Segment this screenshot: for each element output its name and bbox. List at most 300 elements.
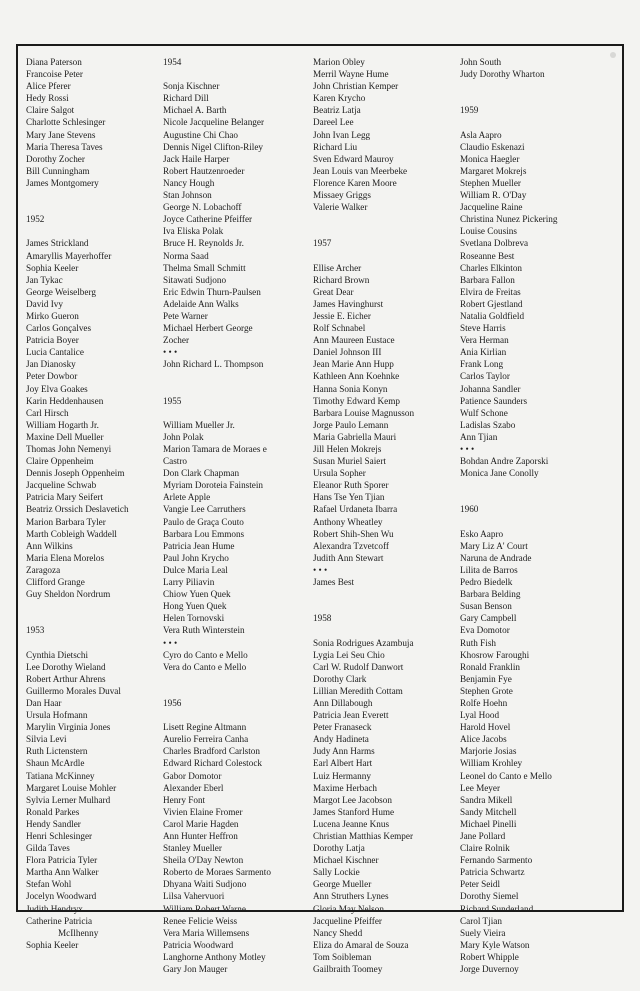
name-entry: John Richard L. Thompson	[163, 359, 264, 370]
name-entry: Marion Tamara de Moraes e	[163, 444, 267, 454]
name-entry: Roberto de Moraes Sarmento	[163, 867, 271, 878]
name-entry: Judy Dorothy Wharton	[460, 69, 545, 80]
name-entry: Christian Matthias Kemper	[313, 831, 414, 841]
name-entry: Patricia Schwartz	[460, 867, 525, 878]
name-entry: George N. Lobachoff	[163, 202, 242, 213]
spacer	[163, 407, 271, 419]
name-entry: Stan Johnson	[163, 190, 212, 201]
name-entry: Vera Maria Willemsens	[163, 927, 250, 938]
name-entry: Gary Campbell	[460, 613, 517, 624]
name-entry: Aurelio Ferreira Canha	[163, 734, 249, 745]
name-entry: Margaret Mokrejs	[460, 165, 527, 176]
name-entry: Gary Jon Mauger	[163, 964, 228, 975]
spacer	[460, 92, 557, 104]
name-entry: Asla Aapro	[460, 129, 502, 140]
name-entry: Norma Saad	[163, 250, 209, 261]
name-entry: John Christian Kemper	[313, 81, 399, 92]
name-entry: Alice Jacobs	[460, 734, 507, 745]
name-entry: Tom Soibleman	[313, 951, 372, 962]
name-entry: • • •	[163, 637, 178, 648]
year-heading: 1957	[313, 238, 332, 249]
name-entry: Jocelyn Woodward	[26, 891, 97, 902]
name-entry: Merril Wayne Hume	[313, 69, 389, 80]
spacer	[460, 516, 557, 528]
name-entry: Daniel Johnson III	[313, 347, 382, 358]
name-entry: Sophia Keeler	[26, 939, 79, 950]
name-entry: Carl W. Rudolf Danwort	[313, 661, 404, 672]
year-heading: 1954	[163, 57, 182, 67]
name-entry: Sally Lockie	[313, 867, 360, 878]
name-entry: Louise Cousins	[460, 226, 517, 237]
name-entry: Maxine Dell Mueller	[26, 431, 104, 442]
name-entry: McIlhenny	[58, 927, 99, 938]
name-entry: Margaret Louise Mohler	[26, 782, 117, 793]
name-entry: Patience Saunders	[460, 395, 528, 406]
name-entry: Marylin Virginia Jones	[26, 722, 111, 733]
name-entry: Judith Hendryx	[26, 903, 83, 914]
name-entry: Catherine Patricia	[26, 915, 93, 926]
name-entry: Stefan Wohl	[26, 879, 72, 890]
name-entry: Svetlana Dolbreva	[460, 238, 529, 249]
column-4	[460, 56, 557, 975]
dot-mark	[610, 52, 616, 58]
year-heading: 1958	[313, 613, 332, 624]
name-entry: Robert Whipple	[460, 951, 519, 962]
name-entry: Joyce Catherine Pfeiffer	[163, 214, 253, 225]
name-entry: Esko Aapro	[460, 528, 504, 539]
name-entry: Carlos Gonçalves	[26, 323, 92, 334]
name-entry: Jack Haile Harper	[163, 153, 230, 164]
name-entry: Maxime Herbach	[313, 782, 378, 793]
name-entry: • • •	[460, 444, 475, 454]
name-entry: Thelma Small Schmitt	[163, 262, 246, 273]
name-entry: William Mueller Jr.	[163, 419, 235, 430]
name-entry: Fernando Sarmento	[460, 855, 533, 866]
name-entry: Marth Cobleigh Waddell	[26, 528, 117, 539]
name-entry: Michael Pinelli	[460, 818, 517, 829]
name-entry: Ania Kirlian	[460, 347, 507, 358]
name-entry: Marjorie Josias	[460, 746, 517, 757]
name-entry: Margot Lee Jacobson	[313, 794, 392, 805]
name-entry: Charles Elkinton	[460, 262, 523, 273]
spacer	[26, 201, 129, 213]
name-entry: Ursula Sopher	[313, 468, 366, 479]
name-entry: Robert Arthur Ahrens	[26, 673, 106, 684]
name-entry: Jorge Duvernoy	[460, 964, 519, 975]
name-entry: Ruth Fish	[460, 637, 496, 648]
name-entry: Bill Cunningham	[26, 165, 90, 176]
spacer	[26, 189, 129, 201]
name-entry: Ruth Lictenstern	[26, 746, 88, 757]
name-entry: Monica Jane Conolly	[460, 468, 539, 479]
name-entry: • • •	[313, 564, 328, 575]
name-entry: Lucena Jeanne Knus	[313, 818, 390, 829]
name-entry: Benjamin Fye	[460, 673, 512, 684]
name-entry: Sophia Keeler	[26, 262, 79, 273]
name-entry: Anthony Wheatley	[313, 516, 383, 527]
name-entry: Iva Eliska Polak	[163, 226, 224, 237]
year-heading: 1953	[26, 625, 45, 636]
name-entry: Sitawati Sudjono	[163, 274, 227, 285]
name-entry: Robert Hautzenroeder	[163, 165, 245, 176]
spacer	[460, 116, 557, 128]
name-entry: George Weiselberg	[26, 286, 96, 297]
name-entry: Susan Muriel Saiert	[313, 456, 386, 467]
name-entry: Lillian Meredith Cottam	[313, 685, 403, 696]
spacer	[163, 673, 271, 685]
name-entry: William Hogarth Jr.	[26, 419, 99, 430]
name-entry: Don Clark Chapman	[163, 468, 240, 479]
name-entry: Barbara Fallon	[460, 274, 515, 285]
name-entry: Hedy Rossi	[26, 93, 69, 104]
name-entry: Guy Sheldon Nordrum	[26, 589, 111, 600]
name-entry: Nancy Shedd	[313, 927, 363, 938]
name-entry: Myriam Doroteia Fainstein	[163, 480, 264, 491]
name-entry: Naruna de Andrade	[460, 552, 532, 563]
name-entry: James Havinghurst	[313, 298, 384, 309]
spacer	[26, 637, 129, 649]
name-entry: Suely Vieira	[460, 927, 506, 938]
name-entry: John Ivan Legg	[313, 129, 371, 140]
name-entry: Ann Maureen Eustace	[313, 335, 395, 346]
name-entry: John South	[460, 57, 502, 67]
name-entry: Francoise Peter	[26, 69, 83, 80]
name-entry: Shaun McArdle	[26, 758, 85, 769]
name-entry: Peter Franaseck	[313, 722, 372, 733]
year-heading: 1956	[163, 697, 182, 708]
name-entry: Bohdan Andre Zaporski	[460, 456, 549, 467]
column-3	[313, 56, 414, 975]
name-entry: Zaragoza	[26, 564, 61, 575]
name-entry: Nicole Jacqueline Belanger	[163, 117, 265, 128]
name-entry: Henri Schlesinger	[26, 831, 93, 841]
name-entry: Chiow Yuen Quek	[163, 589, 231, 600]
name-entry: Claire Rolnik	[460, 843, 510, 854]
name-entry: Claire Salgot	[26, 105, 75, 116]
name-entry: John Polak	[163, 431, 204, 442]
column-1	[26, 56, 129, 951]
name-entry: William Robert Warne	[163, 903, 246, 914]
name-entry: Ann Tjian	[460, 431, 498, 442]
year-heading: 1952	[26, 214, 45, 225]
name-entry: Mary Kyle Watson	[460, 939, 530, 950]
name-entry: Peter Dowbor	[26, 371, 78, 382]
name-entry: Paulo de Graça Couto	[163, 516, 244, 527]
name-entry: Mary Jane Stevens	[26, 129, 96, 140]
name-entry: Gloria May Nelson	[313, 903, 384, 914]
name-entry: Sonja Kischner	[163, 81, 220, 92]
name-entry: Eliza do Amaral de Souza	[313, 939, 409, 950]
name-entry: Dennis Joseph Oppenheim	[26, 468, 125, 479]
name-entry: Gailbraith Toomey	[313, 964, 383, 975]
name-entry: Vera Herman	[460, 335, 509, 346]
spacer	[460, 80, 557, 92]
name-entry: Jean Louis van Meerbeke	[313, 165, 408, 176]
name-entry: Beatriz Orssich Deslavetich	[26, 504, 129, 515]
name-entry: Sandy Mitchell	[460, 806, 517, 817]
name-entry: Dhyana Waiti Sudjono	[163, 879, 247, 890]
spacer	[460, 479, 557, 491]
name-entry: Ann Wilkins	[26, 540, 73, 551]
name-entry: Dan Haar	[26, 697, 62, 708]
name-entry: Frank Long	[460, 359, 504, 370]
spacer	[460, 491, 557, 503]
name-entry: Dorothy Siemel	[460, 891, 519, 902]
name-entry: Arlete Apple	[163, 492, 211, 503]
name-entry: Florence Karen Moore	[313, 177, 397, 188]
name-entry: Lilsa Vahervuori	[163, 891, 225, 902]
name-entry: Marion Obley	[313, 57, 365, 67]
name-entry: Jane Pollard	[460, 831, 506, 841]
name-entry: Ann Dillabough	[313, 697, 373, 708]
name-entry: Stephen Mueller	[460, 177, 521, 188]
name-entry: Richard Sunderland	[460, 903, 534, 914]
year-heading: 1960	[460, 504, 479, 515]
name-entry: Patricia Jean Hume	[163, 540, 235, 551]
name-entry: Richard Liu	[313, 141, 358, 152]
name-entry: Carlos Taylor	[460, 371, 510, 382]
name-entry: Timothy Edward Kemp	[313, 395, 400, 406]
name-entry: James Best	[313, 577, 355, 588]
name-entry: Pete Warner	[163, 310, 208, 321]
name-entry: Maria Gabriella Mauri	[313, 431, 397, 442]
name-entry: Rafael Urdaneta Ibarra	[313, 504, 398, 515]
name-entry: Dareel Lee	[313, 117, 354, 128]
name-entry: Jorge Paulo Lemann	[313, 419, 389, 430]
name-entry: Sylvia Lerner Mulhard	[26, 794, 111, 805]
name-entry: Kathleen Ann Koehnke	[313, 371, 400, 382]
name-entry: James Strickland	[26, 238, 89, 249]
name-entry: Susan Benson	[460, 601, 512, 612]
spacer	[163, 68, 271, 80]
name-entry: Lilita de Barros	[460, 564, 518, 575]
name-entry: Johanna Sandler	[460, 383, 521, 394]
name-entry: Lee Dorothy Wieland	[26, 661, 106, 672]
name-entry: Gabor Domotor	[163, 770, 222, 781]
name-entry: Claire Oppenheim	[26, 456, 94, 467]
name-entry: Monica Haegler	[460, 153, 520, 164]
name-entry: Vera do Canto e Mello	[163, 661, 247, 672]
spacer	[313, 250, 414, 262]
name-entry: Richard Brown	[313, 274, 370, 285]
name-entry: Pedro Biedelk	[460, 577, 513, 588]
name-entry: Sven Edward Mauroy	[313, 153, 394, 164]
spacer	[313, 225, 414, 237]
name-entry: Harold Hovel	[460, 722, 511, 733]
name-entry: Vivien Elaine Fromer	[163, 806, 243, 817]
name-entry: Larry Piliavin	[163, 577, 215, 588]
name-entry: Martha Ann Walker	[26, 867, 99, 878]
name-entry: Ann Hunter Heffron	[163, 831, 238, 841]
name-entry: Jacqueline Raine	[460, 202, 523, 213]
name-entry: Marion Barbara Tyler	[26, 516, 106, 527]
name-entry: Patricia Jean Everett	[313, 710, 389, 721]
name-entry: Sandra Mikell	[460, 794, 513, 805]
name-entry: Jacqueline Pfeiffer	[313, 915, 382, 926]
name-entry: Langhorne Anthony Motley	[163, 951, 266, 962]
name-entry: Eleanor Ruth Sporer	[313, 480, 389, 491]
name-entry: Patricia Woodward	[163, 939, 234, 950]
name-entry: James Montgomery	[26, 177, 99, 188]
name-entry: Jessie E. Eicher	[313, 310, 371, 321]
name-entry: Judy Ann Harms	[313, 746, 375, 757]
name-entry: Nancy Hough	[163, 177, 215, 188]
name-entry: Jan Tykac	[26, 274, 63, 285]
name-entry: Henry Font	[163, 794, 206, 805]
name-entry: Patricia Boyer	[26, 335, 79, 346]
name-entry: Dennis Nigel Clifton-Riley	[163, 141, 264, 152]
name-entry: Steve Harris	[460, 323, 506, 334]
name-entry: Vangie Lee Carruthers	[163, 504, 246, 515]
name-entry: Valerie Walker	[313, 202, 368, 213]
name-entry: Elvira de Freitas	[460, 286, 521, 297]
name-entry: Renee Felicie Weiss	[163, 915, 238, 926]
name-entry: Cynthia Dietschi	[26, 649, 89, 660]
name-entry: Stanley Mueller	[163, 843, 222, 854]
spacer	[313, 624, 414, 636]
name-entry: Lyal Hood	[460, 710, 500, 721]
name-entry: Jan Dianosky	[26, 359, 76, 370]
name-entry: Dorothy Latja	[313, 843, 365, 854]
name-entry: Bruce H. Reynolds Jr.	[163, 238, 244, 249]
name-entry: Karen Krycho	[313, 93, 366, 104]
name-entry: Luiz Hermanny	[313, 770, 371, 781]
name-entry: Robert Gjestland	[460, 298, 523, 309]
name-entry: Jill Helen Mokrejs	[313, 444, 382, 454]
name-entry: Diana Paterson	[26, 57, 82, 67]
name-entry: Eva Domotor	[460, 625, 510, 636]
name-entry: Wulf Schone	[460, 407, 508, 418]
name-entry: William Krohley	[460, 758, 523, 769]
roster-frame	[16, 44, 624, 975]
name-entry: Gilda Taves	[26, 843, 70, 854]
name-entry: Alexandra Tzvetcoff	[313, 540, 389, 551]
name-entry: Barbara Belding	[460, 589, 521, 600]
name-entry: Sheila O'Day Newton	[163, 855, 244, 866]
name-entry: Carl Hirsch	[26, 407, 69, 418]
name-entry: Clifford Grange	[26, 577, 85, 588]
name-entry: Barbara Lou Emmons	[163, 528, 245, 539]
name-entry: Guillermo Morales Duval	[26, 685, 121, 696]
name-entry: Maria Elena Morelos	[26, 552, 105, 563]
name-entry: Stephen Grote	[460, 685, 513, 696]
name-entry: Ronald Parkes	[26, 806, 80, 817]
name-entry: Silvia Levi	[26, 734, 67, 745]
name-entry: Carol Marie Hagden	[163, 818, 239, 829]
name-entry: Patricia Mary Seifert	[26, 492, 104, 503]
name-entry: Amaryllis Mayerhoffer	[26, 250, 112, 261]
name-entry: Great Dear	[313, 286, 354, 297]
name-entry: Ellise Archer	[313, 262, 362, 273]
name-entry: Peter Seidl	[460, 879, 501, 890]
name-entry: Charles Bradford Carlston	[163, 746, 260, 757]
column-2	[163, 56, 271, 975]
name-entry: George Mueller	[313, 879, 372, 890]
name-entry: Charlotte Schlesinger	[26, 117, 106, 128]
name-entry: Lygia Lei Seu Chio	[313, 649, 385, 660]
name-entry: Mirko Gueron	[26, 310, 79, 321]
name-entry: Helen Tornovski	[163, 613, 225, 624]
spacer	[313, 588, 414, 600]
name-entry: Natalia Goldfield	[460, 310, 525, 321]
name-entry: Sonia Rodrigues Azambuja	[313, 637, 414, 648]
name-entry: Hendy Sandler	[26, 818, 81, 829]
name-entry: Claudio Eskenazi	[460, 141, 525, 152]
name-entry: Jean Marie Ann Hupp	[313, 359, 394, 370]
name-entry: Mary Liz A' Court	[460, 540, 528, 551]
name-entry: Leonel do Canto e Mello	[460, 770, 552, 781]
name-entry: Lee Meyer	[460, 782, 501, 793]
name-entry: Khosrow Faroughi	[460, 649, 530, 660]
name-entry: Vera Ruth Winterstein	[163, 625, 245, 636]
name-entry: William R. O'Day	[460, 190, 527, 201]
name-entry: Hanna Sonia Konyn	[313, 383, 388, 394]
name-entry: Edward Richard Colestock	[163, 758, 262, 769]
name-entry: Eric Edwin Thurn-Paulsen	[163, 286, 261, 297]
name-entry: Rolf Schnabel	[313, 323, 366, 334]
name-entry: Hans Tse Yen Tjian	[313, 492, 385, 503]
spacer	[163, 370, 271, 382]
name-entry: Dorothy Zocher	[26, 153, 85, 164]
name-entry: Richard Dill	[163, 93, 209, 104]
year-heading: 1959	[460, 105, 479, 116]
name-entry: Hong Yuen Quek	[163, 601, 227, 612]
name-entry: • • •	[163, 347, 178, 358]
year-heading: 1955	[163, 395, 182, 406]
name-entry: Lucia Cantalice	[26, 347, 84, 358]
name-entry: Cyro do Canto e Mello	[163, 649, 248, 660]
name-entry: Missaey Griggs	[313, 190, 371, 201]
spacer	[163, 685, 271, 697]
name-entry: Alice Pferer	[26, 81, 71, 92]
name-entry: Adelaide Ann Walks	[163, 298, 239, 309]
name-entry: Judith Ann Stewart	[313, 552, 384, 563]
name-entry: Zocher	[163, 335, 190, 346]
name-entry: Robert Shih-Shen Wu	[313, 528, 394, 539]
name-entry: Beatriz Latja	[313, 105, 361, 116]
spacer	[313, 213, 414, 225]
spacer	[26, 225, 129, 237]
name-entry: Ronald Franklin	[460, 661, 520, 672]
name-entry: Michael A. Barth	[163, 105, 227, 116]
name-entry: Thomas John Nemenyi	[26, 444, 112, 454]
name-entry: Jacqueline Schwab	[26, 480, 97, 491]
name-entry: Michael Kischner	[313, 855, 379, 866]
name-entry: Lisett Regine Altmann	[163, 722, 247, 733]
name-entry: Barbara Louise Magnusson	[313, 407, 415, 418]
spacer	[26, 600, 129, 612]
name-entry: Christina Nunez Pickering	[460, 214, 558, 225]
name-entry: Ursula Hofmann	[26, 710, 88, 721]
name-entry: Augustine Chi Chao	[163, 129, 239, 140]
spacer	[163, 709, 271, 721]
name-entry: Earl Albert Hart	[313, 758, 373, 769]
name-entry: Michael Herbert George	[163, 323, 253, 334]
name-entry: Maria Theresa Taves	[26, 141, 103, 152]
name-entry: James Stanford Hume	[313, 806, 395, 817]
name-entry: Andy Hadineta	[313, 734, 369, 745]
name-entry: Paul John Krycho	[163, 552, 229, 563]
spacer	[163, 383, 271, 395]
name-entry: Ladislas Szabo	[460, 419, 516, 430]
name-entry: Roseanne Best	[460, 250, 515, 261]
name-entry: Dorothy Clark	[313, 673, 367, 684]
name-entry: Alexander Eberl	[163, 782, 224, 793]
spacer	[26, 612, 129, 624]
name-entry: Karin Heddenhausen	[26, 395, 104, 406]
name-entry: David Ivy	[26, 298, 63, 309]
name-entry: Flora Patricia Tyler	[26, 855, 98, 866]
